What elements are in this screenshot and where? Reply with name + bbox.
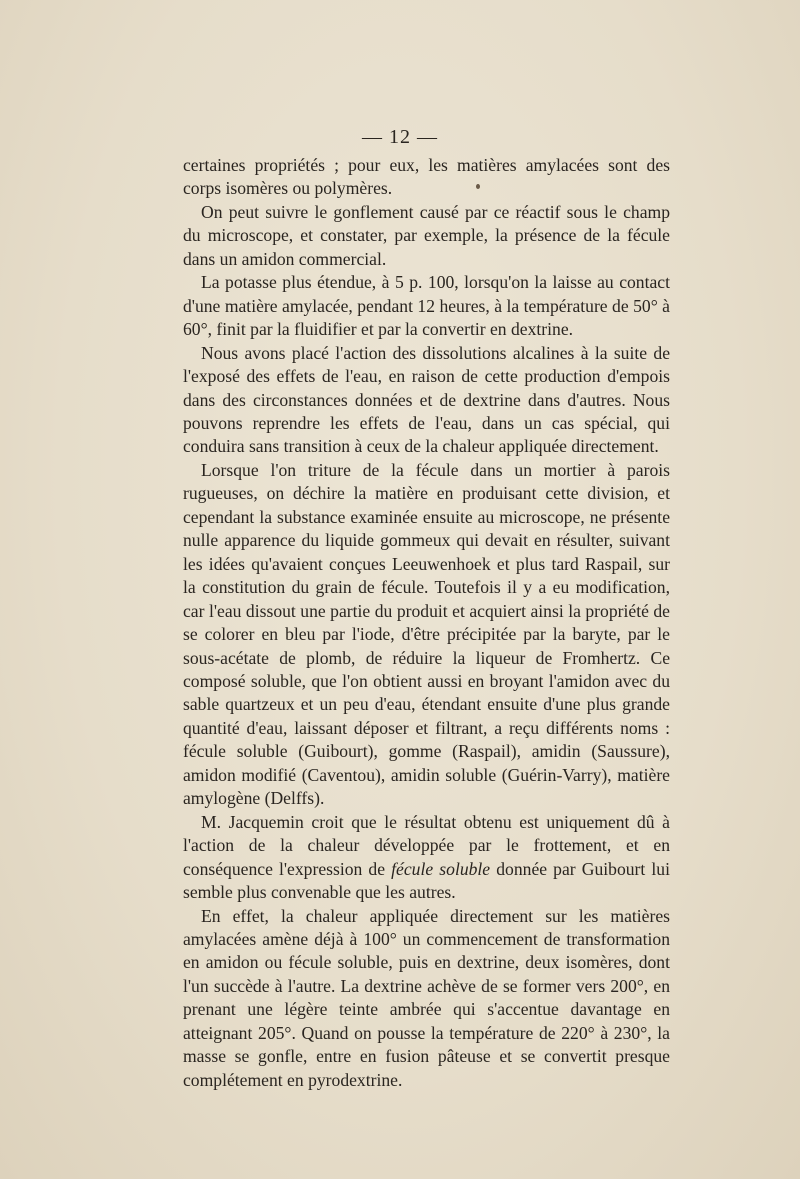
paragraph-1: certaines propriétés ; pour eux, les matières amylacées sont des corps isomères ou polymères.: [183, 155, 670, 199]
paragraph-6-end: donnée par Guibourt lui semble plus convenable que les autres.: [183, 858, 670, 903]
page-number: — 12 —: [362, 126, 438, 148]
paragraph-4: Nous avons placé l'action des dissolutions alcalines à la suite de l'exposé des effets de l'eau, en raison de cette production d'empois dans des circonstances données et de dextrine dans d'autres. Nous pouvons reprendre les effets de l'eau, dans un cas spécial, qui conduira sans transition à ceux de la chaleur appliquée directement.: [183, 342, 670, 457]
paragraph-2: On peut suivre le gonflement causé par ce réactif sous le champ du microscope, et constater, par exemple, la présence de la fécule dans un amidon commercial.: [183, 201, 670, 269]
emphasis-fecule-soluble: fécule soluble: [391, 858, 491, 879]
paragraph-6-start: M. Jacquemin croit que le résultat obtenu est uniquement dû à l'action de la chaleur développée par le frottement, et en conséquence l'expression de: [183, 811, 670, 879]
paragraph-6: [183, 811, 670, 905]
paragraph-7: En effet, la chaleur appliquée directement sur les matières amylacées amène déjà à 100° un commencement de transformation en amidon ou fécule soluble, puis en dextrine, deux isomères, dont l'un succède à l'autre. La dextrine achève de se former vers 200°, en prenant une légère teinte ambrée qui s'accentue davantage en atteignant 205°. Quand on pousse la température de 220° à 230°, la masse se gonfle, entre en fusion pâteuse et se convertit presque complétement en pyrodextrine.: [183, 905, 670, 1090]
paragraph-3: La potasse plus étendue, à 5 p. 100, lorsqu'on la laisse au contact d'une matière amylacée, pendant 12 heures, à la température de 50° à 60°, finit par la fluidifier et par la convertir en dextrine.: [183, 272, 670, 340]
body-text: [183, 154, 670, 1092]
paragraph-5: Lorsque l'on triture de la fécule dans un mortier à parois rugueuses, on déchire la matière en produisant cette division, et cependant la substance examinée ensuite au microscope, ne présente nulle apparence du liquide gommeux qui devait en résulter, suivant les idées qu'avaient conçues Leeuwenhoek et plus tard Raspail, sur la constitution du grain de fécule. Toutefois il y a eu modification, car l'eau dissout une partie du produit et acquiert ainsi la propriété de se colorer en bleu par l'iode, d'être précipitée par la baryte, par le sous-acétate de plomb, de réduire la liqueur de Fromhertz. Ce composé soluble, que l'on obtient aussi en broyant l'amidon avec du sable quartzeux et un peu d'eau, étendant ensuite d'une plus grande quantité d'eau, laissant déposer et filtrant, a reçu différents noms : fécule soluble (Guibourt), gomme (Raspail), amidin (Saussure), amidon modifié (Caventou), amidin soluble (Guérin-Varry), matière amylogène (Delffs).: [183, 459, 670, 809]
